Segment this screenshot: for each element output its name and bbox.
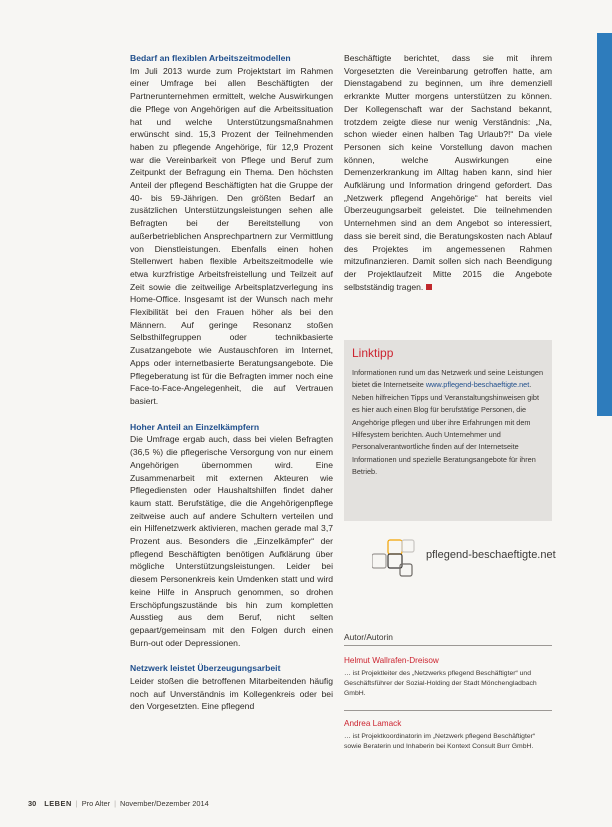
left-column	[130, 52, 333, 713]
end-of-article-mark	[426, 284, 432, 290]
right-body-text: Beschäftigte berichtet, dass sie mit ihrem Vorgesetzten die Vereinbarung getroffen hatte, am Dienstagabend zu beginnen, um ihre demenziell erkrankte Mutter morgens unterstützen zu können. Der Kollegenschaft war der Sachstand bekannt, trotzdem zeigte diese nur wenig Verständnis: „Na, schon wieder einen halben Tag Urlaub?!“ Da viele Personen sich keine Vorstellung davon machen können, welche Auswirkungen eine Demenzerkrankung im Alltag haben kann, sind hier Aufklärung und Information dringend gefordert. Das „Netzwerk pflegend Angehörige“ hat bereits viel Überzeugungsarbeit geleistet. Die teilnehmenden Unternehmen sind an dem Angebot so interessiert, dass sie bereit sind, die Beratungskosten nach Ablauf des Projektes im angemessenen Rahmen mitzufinanzieren. Damit sollen sich nach Beendigung der Projektlaufzeit Mitte 2015 die Angebote selbstständig tragen.	[344, 53, 552, 292]
issue-date: November/Dezember 2014	[119, 799, 209, 808]
section-body-network: Leider stoßen die betroffenen Mitarbeitenden häufig noch auf Unverständnis im Kollegenkreis oder bei den Vorgesetzten. Eine pflegend	[130, 676, 333, 712]
author-divider	[344, 710, 552, 711]
right-column-body	[344, 52, 552, 293]
linktip-text-end: . Neben hilfreichen Tipps und Veranstaltungshinweisen gibt es hier auch einen Blog für berufstätige Personen, die Angehörige pflegen und über ihre Erfahrungen mit dem Hilfesystem berichten. Auch Unternehmer und Personalverantwortliche finden auf der Internetseite Informationen und spezielle Beratungsangebote für ihren Betrieb.	[352, 380, 540, 477]
right-column	[344, 52, 552, 293]
page-footer	[28, 799, 209, 808]
linktip-title: Linktipp	[352, 346, 394, 360]
author-1-name: Helmut Wallrafen-Dreisow	[344, 656, 439, 665]
author-divider	[344, 645, 552, 646]
linktip-url-link[interactable]: www.pflegend-beschaeftigte.net	[425, 380, 530, 390]
author-2-description: … ist Projektkoordinatorin im „Netzwerk pflegend Beschäftigter“ sowie Beraterin und Inhaberin bei Kontext Consult Burr GmbH.	[344, 733, 536, 750]
author-1-description: … ist Projektleiter des „Netzwerks pflegend Beschäftigter“ und Geschäftsführer der Sozial-Holding der Stadt Mönchengladbach GmbH.	[344, 670, 537, 697]
section-heading-lone-fighters: Hoher Anteil an Einzelkämpfern	[130, 421, 260, 432]
section-body-flexible-work: Im Juli 2013 wurde zum Projektstart im Rahmen einer Umfrage bei allen Beschäftigten der Partnerunternehmen ermittelt, welche Auswirkungen die Pflege von Angehörigen auf die Arbeitssituation hat und welche Unterstützungsmaßnahmen erwünscht sind. 15,3 Prozent der Teilnehmenden haben zu pflegende Angehörige, für 12,9 Prozent war die Vereinbarkeit von Pflege und Beruf zum Zeitpunkt der Befragung ein Thema. Den höchsten Anteil der pflegend Beschäftigten hat die Gruppe der 40- bis 59-Jährigen. Den größten Bedarf an zusätzlichen Unterstützungsleistungen sehen alle Befragten bei der Bereitstellung von außerbetrieblichen Ansprechpartnern zur Vermittlung von Dienstleistungen. Ebenfalls einen hohen Stellenwert haben flexible Arbeitszeitmodelle wie etwa kurzfristige Arbeitsfreistellung und Teilzeit auf Zeit sowie die zeitweilige Arbeitsplatzverlegung ins Home-Office. Insgesamt ist der Wunsch nach mehr Flexibilität bei den Frauen höher als bei den Männern. Auf geringe Resonanz stoßen Selbsthilfegruppen oder technikbasierte Zusatzangebote wie Austauschforen im Internet, Apps oder internetbasierte Beratungsangebote. Die Pflegeberatung ist für die Befragten immer noch eine Face-to-Face-Angelegenheit, die auf Vertrauen basiert.	[130, 65, 333, 406]
footer-separator: |	[75, 799, 78, 808]
linktip-text-start: Informationen rund um das Netzwerk und seine Leistungen bietet die Internetseite	[352, 368, 544, 390]
linktip-text	[352, 367, 544, 479]
section-body-lone-fighters: Die Umfrage ergab auch, dass bei vielen Befragten (36,5 %) die pflegerische Versorgung von nur einem Angehörigen übernommen wird. Eine Zusammenarbeit mit externen Akteuren wie Pflegediensten oder Haushaltshilfen findet daher kaum statt. Berufstätige, die die Angehörigenpflege zeitweise auch auf andere Schultern verteilen und ein Hilfenetzwerk aktivieren, machen gerade mal 3,7 Prozent aus. Besonders die „Einzelkämpfer“ der pflegend Beschäftigten benötigen Aufklärung über mögliche Unterstützungsleistungen. Leider bei diesem Personenkreis kein Umdenken statt und wird keine Hilfe in Anspruch genommen, so drohen Erschöpfungszustände bis hin zum kompletten Ausstieg aus dem Beruf, nicht selten gepaart/gemeinsam mit den Folgen durch einen Burn-out oder Depressionen.	[130, 434, 333, 648]
section-heading-network: Netzwerk leistet Überzeugungsarbeit	[130, 663, 281, 674]
magazine-section: Pro Alter	[81, 799, 111, 808]
footer-separator: |	[114, 799, 116, 808]
author-2-name: Andrea Lamack	[344, 719, 402, 728]
section-heading-flexible-work: Bedarf an flexiblen Arbeitszeitmodellen	[130, 53, 291, 63]
magazine-name: LEBEN	[44, 799, 72, 808]
section-color-tab	[597, 33, 612, 416]
logo-wordmark: pflegend-beschaeftigte.net	[426, 549, 556, 561]
linktip-box	[344, 340, 552, 521]
page-number: 30	[28, 799, 37, 808]
authors-label: Autor/Autorin	[344, 632, 393, 642]
